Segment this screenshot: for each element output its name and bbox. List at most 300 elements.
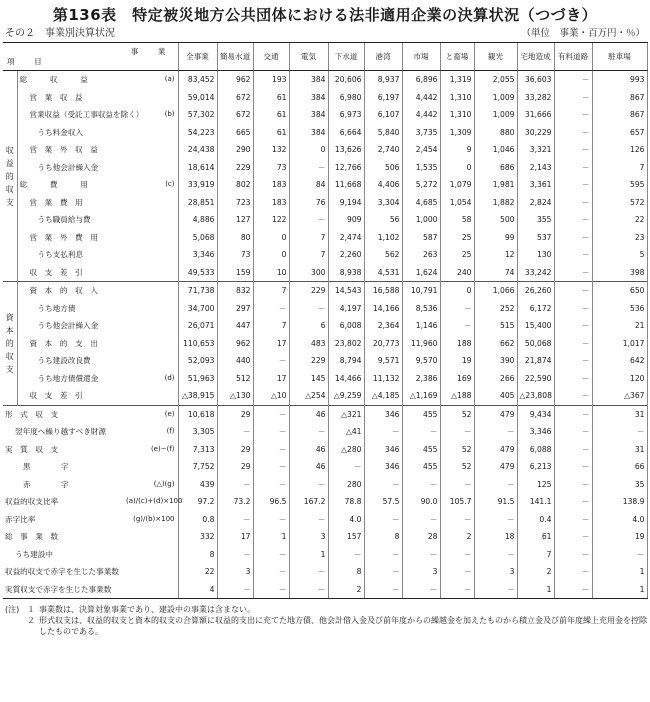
row-label: 営 業 収 益	[29, 92, 83, 102]
table-cell: 34,700	[178, 300, 217, 318]
row-label: うち料金収入	[37, 127, 84, 137]
table-cell: 1,146	[402, 317, 440, 335]
table-cell: 1,310	[440, 89, 474, 107]
table-cell: 10,791	[402, 282, 440, 300]
table-cell: 0.4	[517, 511, 554, 529]
table-cell: 169	[440, 370, 474, 388]
table-cell: 1	[517, 581, 554, 599]
table-cell: 515	[474, 317, 517, 335]
table-cell: 662	[474, 335, 517, 353]
table-cell: 78.8	[328, 493, 364, 511]
table-cell: 346	[364, 441, 402, 459]
table-cell: 127	[217, 211, 253, 229]
table-cell: －	[402, 581, 440, 599]
table-row	[3, 194, 647, 212]
table-body	[3, 71, 647, 599]
table-cell: 33,282	[517, 89, 554, 107]
table-cell: 97.2	[178, 493, 217, 511]
table-cell: 867	[592, 106, 647, 124]
footnote-text: 事業数は、決算対象事業であり、建設中の事業は含まない。	[39, 605, 255, 614]
table-cell: －	[474, 511, 517, 529]
table-cell: －	[289, 300, 328, 318]
row-label: うち建設中	[15, 549, 53, 559]
table-cell: 22,590	[517, 370, 554, 388]
table-cell: 2,364	[364, 317, 402, 335]
table-cell: 66	[592, 458, 647, 476]
column-header: 市場	[402, 43, 440, 71]
table-cell: －	[440, 300, 474, 318]
table-cell: －	[253, 563, 289, 581]
table-cell: 398	[592, 264, 647, 282]
table-cell: 18	[474, 528, 517, 546]
table-cell: －	[440, 317, 474, 335]
table-cell: －	[554, 335, 592, 353]
table-cell: 572	[592, 194, 647, 212]
table-cell: 12	[474, 246, 517, 264]
table-cell: 3	[289, 528, 328, 546]
footnote	[5, 604, 647, 615]
table-row	[3, 124, 647, 142]
table-cell: －	[253, 300, 289, 318]
table-cell: 23	[592, 229, 647, 247]
table-cell: 91.5	[474, 493, 517, 511]
footnote	[5, 615, 647, 637]
table-cell: 7,313	[178, 441, 217, 459]
table-cell: 439	[178, 476, 217, 494]
table-cell: 6,973	[328, 106, 364, 124]
table-cell: 52	[440, 441, 474, 459]
corner-header	[3, 43, 178, 71]
table-cell: 23,802	[328, 335, 364, 353]
table-cell: 3,305	[178, 423, 217, 441]
table-cell: 14,466	[328, 370, 364, 388]
table-cell: －	[554, 405, 592, 423]
table-cell: －	[554, 581, 592, 599]
table-cell: 300	[289, 264, 328, 282]
table-cell: 4.0	[592, 511, 647, 529]
table-cell: 6	[289, 317, 328, 335]
table-cell: 31	[592, 405, 647, 423]
table-row	[3, 546, 647, 564]
table-row	[3, 352, 647, 370]
row-note	[124, 89, 178, 107]
table-cell: －	[253, 441, 289, 459]
footnote-head: (注)	[5, 605, 20, 614]
table-cell: 105.7	[440, 493, 474, 511]
table-row	[3, 317, 647, 335]
table-cell: －	[289, 581, 328, 599]
table-cell: △367	[592, 387, 647, 405]
table-cell: －	[554, 211, 592, 229]
table-cell: △10	[253, 387, 289, 405]
table-cell: －	[253, 352, 289, 370]
table-cell: △188	[440, 387, 474, 405]
table-cell: 3,321	[517, 141, 554, 159]
table-cell: 51,963	[178, 370, 217, 388]
table-cell: 9,570	[402, 352, 440, 370]
row-note	[124, 546, 178, 564]
row-note	[124, 159, 178, 177]
table-cell: 1	[592, 581, 647, 599]
table-cell: －	[554, 176, 592, 194]
corner-bottom-label: 項 目	[7, 57, 48, 66]
table-cell: 25	[440, 229, 474, 247]
table-cell: 512	[217, 370, 253, 388]
table-row	[3, 106, 647, 124]
table-cell: 506	[364, 159, 402, 177]
row-label: 収益的収支で赤字を生じた事業数	[5, 567, 119, 576]
table-cell: △4,185	[364, 387, 402, 405]
table-cell: 1,309	[440, 124, 474, 142]
table-cell: 13,626	[328, 141, 364, 159]
table-cell: 6,896	[402, 71, 440, 89]
table-cell: 73	[253, 159, 289, 177]
table-cell: 1	[592, 563, 647, 581]
unit-label: （単位 事業・百万円・％）	[521, 28, 645, 39]
table-cell: 1,079	[440, 176, 474, 194]
table-cell: 1,009	[474, 89, 517, 107]
table-cell: 73	[217, 246, 253, 264]
table-cell: －	[402, 476, 440, 494]
table-cell: 455	[402, 441, 440, 459]
table-row	[3, 563, 647, 581]
table-cell: －	[554, 511, 592, 529]
table-cell: 19	[440, 352, 474, 370]
settlement-table	[3, 42, 647, 599]
table-cell: －	[554, 106, 592, 124]
table-cell: 14,166	[364, 300, 402, 318]
table-cell: 1,319	[440, 71, 474, 89]
table-cell: 1,046	[474, 141, 517, 159]
table-cell: 17	[253, 335, 289, 353]
table-cell: －	[289, 211, 328, 229]
table-cell: 56	[364, 211, 402, 229]
table-cell: －	[592, 423, 647, 441]
table-cell: －	[289, 476, 328, 494]
table-cell: 8	[328, 563, 364, 581]
table-cell: 479	[474, 458, 517, 476]
column-header: と畜場	[440, 43, 474, 71]
table-row	[3, 511, 647, 529]
table-cell: 22	[592, 211, 647, 229]
table-cell: 6,088	[517, 441, 554, 459]
row-note	[124, 352, 178, 370]
table-cell: －	[289, 511, 328, 529]
table-cell: 54,223	[178, 124, 217, 142]
table-cell: －	[217, 423, 253, 441]
table-cell: 21,874	[517, 352, 554, 370]
row-label: うち支払利息	[37, 250, 84, 259]
table-cell: 122	[253, 211, 289, 229]
table-row	[3, 387, 647, 405]
table-cell: 2,824	[517, 194, 554, 212]
table-cell: 3,346	[178, 246, 217, 264]
table-row	[3, 370, 647, 388]
table-cell: 52	[440, 458, 474, 476]
row-note	[124, 581, 178, 599]
table-cell: 46	[289, 441, 328, 459]
row-note	[124, 528, 178, 546]
table-cell: 4,442	[402, 106, 440, 124]
table-cell: 405	[474, 387, 517, 405]
table-row	[3, 476, 647, 494]
table-cell: 25	[440, 246, 474, 264]
table-cell: 11,668	[328, 176, 364, 194]
table-cell: 80	[217, 229, 253, 247]
table-cell: 1	[289, 546, 328, 564]
row-note: (c)	[165, 180, 175, 188]
table-cell: 2	[517, 563, 554, 581]
table-cell: －	[440, 581, 474, 599]
table-cell: 1,624	[402, 264, 440, 282]
table-cell: 1,882	[474, 194, 517, 212]
table-cell: －	[328, 458, 364, 476]
table-cell: 16,588	[364, 282, 402, 300]
table-cell: 145	[289, 370, 328, 388]
table-cell: 26,260	[517, 282, 554, 300]
table-cell: △130	[217, 387, 253, 405]
table-cell: 280	[328, 476, 364, 494]
table-cell: 183	[253, 176, 289, 194]
table-cell: 76	[289, 194, 328, 212]
table-cell: 2,474	[328, 229, 364, 247]
table-cell: 20,606	[328, 71, 364, 89]
footnote-text: 形式収支は、収益的収支と資本的収支の合算額に収益的支出に充てた地方債、他会計借入金及び前年度からの繰越金を加えたものから積立金及び前年度繰上充用金を控除したものである。	[39, 616, 647, 636]
table-cell: 390	[474, 352, 517, 370]
footnote-number: ２	[27, 616, 35, 625]
table-cell: －	[289, 159, 328, 177]
column-header: 電気	[289, 43, 328, 71]
table-cell: 7	[253, 282, 289, 300]
table-cell: －	[217, 546, 253, 564]
table-cell: 962	[217, 71, 253, 89]
table-cell: －	[554, 476, 592, 494]
table-cell: －	[554, 528, 592, 546]
table-cell: 71,738	[178, 282, 217, 300]
table-cell: －	[253, 546, 289, 564]
table-cell: 30,229	[517, 124, 554, 142]
table-row	[3, 581, 647, 599]
table-row	[3, 423, 647, 441]
table-cell: 138.9	[592, 493, 647, 511]
table-cell: 8,938	[328, 264, 364, 282]
row-label: うち建設改良費	[37, 356, 91, 365]
table-cell: 5	[592, 246, 647, 264]
corner-top-label: 事 業	[130, 47, 172, 56]
table-cell: 832	[217, 282, 253, 300]
table-cell: 35	[592, 476, 647, 494]
table-row	[3, 71, 647, 89]
table-cell: 1,000	[402, 211, 440, 229]
table-cell: 141.1	[517, 493, 554, 511]
row-label: うち地方債	[37, 303, 76, 313]
table-cell: －	[402, 423, 440, 441]
table-cell: 31	[592, 441, 647, 459]
row-note	[124, 387, 178, 405]
column-header: 下水道	[328, 43, 364, 71]
table-cell: 290	[217, 141, 253, 159]
table-cell: 867	[592, 89, 647, 107]
table-cell: 0	[440, 282, 474, 300]
row-label: 収 支 差 引	[29, 391, 83, 400]
table-cell: 6,107	[364, 106, 402, 124]
table-cell: △41	[328, 423, 364, 441]
table-cell: 33,242	[517, 264, 554, 282]
row-note: (e)−(f)	[150, 444, 175, 453]
table-cell: 455	[402, 458, 440, 476]
table-cell: －	[554, 246, 592, 264]
table-row	[3, 528, 647, 546]
table-cell: 96.5	[253, 493, 289, 511]
table-cell: 880	[474, 124, 517, 142]
row-label: 資 本 的 支 出	[29, 338, 98, 348]
table-cell: 4	[178, 581, 217, 599]
row-note	[124, 563, 178, 581]
table-cell: －	[554, 441, 592, 459]
table-cell: －	[554, 563, 592, 581]
table-cell: －	[554, 229, 592, 247]
table-cell: 3,304	[364, 194, 402, 212]
column-header: 有料道路	[554, 43, 592, 71]
table-cell: 4,886	[178, 211, 217, 229]
table-cell: 1,054	[440, 194, 474, 212]
table-cell: 29	[217, 441, 253, 459]
table-cell: 126	[592, 141, 647, 159]
table-cell: －	[474, 423, 517, 441]
table-cell: 74	[474, 264, 517, 282]
table-cell: －	[253, 476, 289, 494]
row-label: 実 質 収 支	[5, 444, 59, 454]
table-cell: －	[253, 458, 289, 476]
row-note	[124, 264, 178, 282]
table-cell: 2,740	[364, 141, 402, 159]
table-row	[3, 159, 647, 177]
table-cell: －	[554, 300, 592, 318]
table-cell: 962	[217, 335, 253, 353]
column-header: 港湾	[364, 43, 402, 71]
table-cell: －	[554, 546, 592, 564]
table-cell: 14,543	[328, 282, 364, 300]
table-row	[3, 229, 647, 247]
row-label: 収益的収支比率	[5, 497, 59, 506]
row-label: 総 収 益	[19, 75, 88, 84]
table-cell: －	[217, 581, 253, 599]
table-cell: 1,017	[592, 335, 647, 353]
table-cell: 5,068	[178, 229, 217, 247]
row-label: 実質収支で赤字を生じた事業数	[3, 581, 124, 599]
row-label: 赤 字	[23, 479, 69, 489]
column-header: 宅地造成	[517, 43, 554, 71]
table-cell: △280	[328, 441, 364, 459]
table-cell: －	[554, 387, 592, 405]
table-cell: 686	[474, 159, 517, 177]
row-label: 総 事 業 数	[5, 532, 59, 541]
column-header: 観光	[474, 43, 517, 71]
row-note	[124, 317, 178, 335]
column-header: 全事業	[178, 43, 217, 71]
table-cell: 10	[253, 264, 289, 282]
table-cell: 6,008	[328, 317, 364, 335]
table-row	[3, 405, 647, 423]
table-cell: 110,653	[178, 335, 217, 353]
row-note	[124, 229, 178, 247]
table-cell: 0	[253, 229, 289, 247]
table-cell: 73.2	[217, 493, 253, 511]
table-cell: 672	[217, 106, 253, 124]
column-header: 簡易水道	[217, 43, 253, 71]
table-cell: △321	[328, 405, 364, 423]
table-cell: －	[402, 546, 440, 564]
row-note	[124, 282, 178, 300]
table-cell: 266	[474, 370, 517, 388]
table-cell: 802	[217, 176, 253, 194]
table-cell: －	[554, 317, 592, 335]
table-cell: －	[554, 159, 592, 177]
table-cell: －	[364, 511, 402, 529]
table-cell: 1,102	[364, 229, 402, 247]
table-cell: 159	[217, 264, 253, 282]
table-cell: 46	[289, 458, 328, 476]
table-cell: －	[289, 563, 328, 581]
table-cell: 2,055	[474, 71, 517, 89]
table-cell: 7	[517, 546, 554, 564]
table-cell: －	[328, 546, 364, 564]
table-cell: －	[440, 423, 474, 441]
table-cell: 9,434	[517, 405, 554, 423]
table-cell: 500	[474, 211, 517, 229]
table-cell: －	[440, 476, 474, 494]
row-note: (a)/(c)+(d)×100	[126, 497, 183, 505]
table-cell: 440	[217, 352, 253, 370]
table-cell: －	[474, 546, 517, 564]
table-cell: 595	[592, 176, 647, 194]
table-row	[3, 211, 647, 229]
table-cell: －	[474, 476, 517, 494]
table-cell: 4,531	[364, 264, 402, 282]
table-cell: 4,685	[402, 194, 440, 212]
table-cell: 120	[592, 370, 647, 388]
table-cell: 229	[217, 159, 253, 177]
table-cell: 12,766	[328, 159, 364, 177]
row-note: (g)/(b)×100	[133, 514, 175, 523]
table-cell: 157	[328, 528, 364, 546]
table-cell: 15,400	[517, 317, 554, 335]
table-cell: 8,937	[364, 71, 402, 89]
table-cell: 52	[440, 405, 474, 423]
row-note	[124, 141, 178, 159]
table-cell: 24,438	[178, 141, 217, 159]
table-cell: 536	[592, 300, 647, 318]
table-row	[3, 141, 647, 159]
table-cell: 50,068	[517, 335, 554, 353]
table-cell: 2,143	[517, 159, 554, 177]
table-cell: 17	[253, 370, 289, 388]
table-cell: －	[554, 352, 592, 370]
table-cell: －	[364, 423, 402, 441]
table-cell: 5,840	[364, 124, 402, 142]
table-cell: 9	[440, 141, 474, 159]
table-cell: 4.0	[328, 511, 364, 529]
table-cell: 90.0	[402, 493, 440, 511]
table-cell: 2,260	[328, 246, 364, 264]
table-cell: 3,346	[517, 423, 554, 441]
table-cell: 8	[178, 546, 217, 564]
row-label: うち地方債償還金	[37, 373, 99, 383]
table-cell: 59,014	[178, 89, 217, 107]
table-cell: 61	[517, 528, 554, 546]
column-header: 駐車場	[592, 43, 647, 71]
table-cell: 188	[440, 335, 474, 353]
